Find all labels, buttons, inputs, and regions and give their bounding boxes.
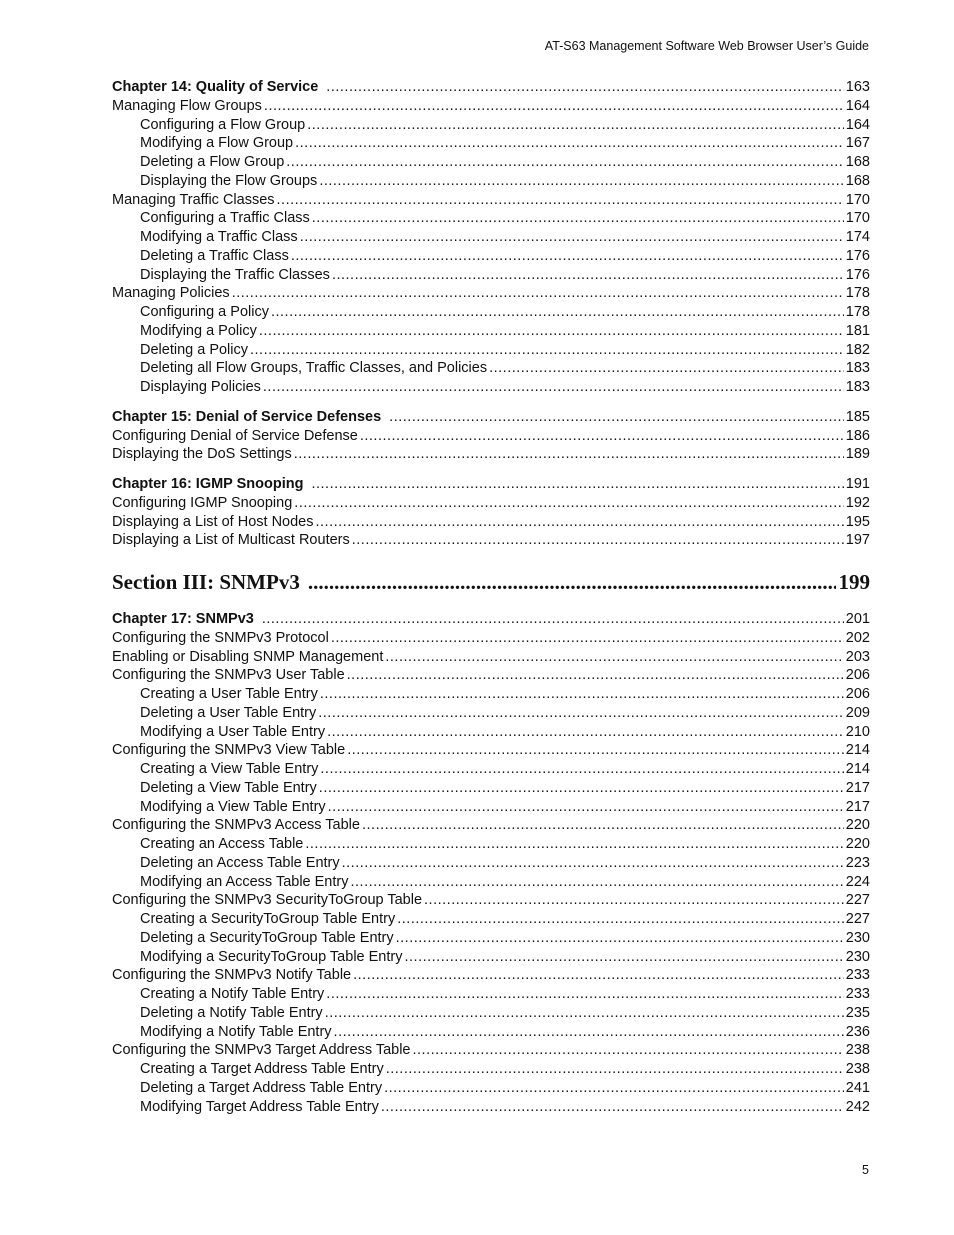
toc-entry-title: Modifying a User Table Entry xyxy=(140,723,326,740)
dot-leader xyxy=(362,817,844,833)
dot-leader xyxy=(489,360,844,376)
toc-entry-page: 170 xyxy=(845,210,870,227)
toc-entry-page: 164 xyxy=(845,116,870,133)
dot-leader xyxy=(318,705,844,721)
toc-entry-page: 170 xyxy=(845,191,870,208)
dot-leader xyxy=(320,686,844,702)
toc-entry-title: Deleting all Flow Groups, Traffic Classes, and Policies xyxy=(140,360,488,377)
dot-leader xyxy=(311,476,843,492)
toc-entry-title: Creating a User Table Entry xyxy=(140,686,318,702)
toc-entry-title: Configuring the SNMPv3 Access Table xyxy=(112,817,360,834)
toc-entry[interactable] xyxy=(112,342,870,361)
dot-leader xyxy=(250,342,844,358)
toc-entry-page: 220 xyxy=(845,836,870,852)
toc-chapter-entry[interactable] xyxy=(112,476,870,495)
toc-entry-page: 178 xyxy=(845,304,870,320)
toc-chapter-14 xyxy=(112,79,870,398)
dot-leader xyxy=(347,667,844,683)
dot-leader xyxy=(396,930,844,946)
toc-entry-title: Enabling or Disabling SNMP Management xyxy=(112,648,384,665)
toc-entry-page: 201 xyxy=(845,611,870,627)
toc-entry-title: Modifying a Traffic Class xyxy=(140,229,298,245)
toc-section-title: Section III: SNMPv3 xyxy=(112,570,300,594)
dot-leader xyxy=(325,1005,844,1021)
toc-entry-title: Deleting a View Table Entry xyxy=(140,779,317,796)
toc-entry-title: Managing Policies xyxy=(112,285,230,302)
toc-entry[interactable] xyxy=(112,780,870,799)
toc-entry[interactable] xyxy=(112,135,870,154)
toc-entry[interactable] xyxy=(112,285,870,304)
toc-entry-page: 209 xyxy=(845,704,870,721)
toc-entry-page: 185 xyxy=(845,408,870,425)
dot-leader xyxy=(360,428,844,444)
toc-entry-page: 183 xyxy=(845,360,870,377)
toc-entry-page: 241 xyxy=(845,1079,870,1096)
dot-leader xyxy=(294,446,844,462)
toc-entry[interactable] xyxy=(112,323,870,342)
toc-entry-page: 178 xyxy=(845,285,870,302)
toc-entry-title: Configuring the SNMPv3 User Table xyxy=(112,667,345,684)
toc-entry[interactable] xyxy=(112,949,870,968)
dot-leader xyxy=(320,761,843,777)
toc-entry[interactable] xyxy=(112,1005,870,1024)
toc-entry[interactable] xyxy=(112,304,870,323)
toc-entry[interactable] xyxy=(112,514,870,533)
toc-entry[interactable] xyxy=(112,967,870,986)
table-of-contents xyxy=(112,79,870,1117)
toc-entry-page: 182 xyxy=(845,341,870,358)
dot-leader xyxy=(308,570,836,595)
toc-entry-page: 168 xyxy=(845,172,870,189)
dot-leader xyxy=(312,210,844,226)
toc-entry[interactable] xyxy=(112,360,870,379)
toc-entry-page: 238 xyxy=(845,1061,870,1077)
toc-entry-page: 224 xyxy=(845,873,870,890)
dot-leader xyxy=(319,780,844,796)
dot-leader xyxy=(232,285,844,301)
toc-entry[interactable] xyxy=(112,229,870,248)
toc-entry-title: Chapter 14: Quality of Service xyxy=(112,79,319,95)
dot-leader xyxy=(291,248,844,264)
toc-entry-page: 163 xyxy=(845,79,870,95)
dot-leader xyxy=(386,1061,844,1077)
toc-entry[interactable] xyxy=(112,248,870,267)
toc-entry-page: 195 xyxy=(845,513,870,530)
toc-entry-page: 186 xyxy=(845,427,870,444)
toc-chapter-entry[interactable] xyxy=(112,409,870,428)
dot-leader xyxy=(350,874,843,890)
toc-entry[interactable] xyxy=(112,799,870,818)
toc-entry-page: 227 xyxy=(845,892,870,909)
page-number: 5 xyxy=(862,1163,869,1177)
toc-entry[interactable] xyxy=(112,117,870,136)
toc-entry[interactable] xyxy=(112,154,870,173)
toc-entry-title: Modifying a Flow Group xyxy=(140,135,294,152)
toc-entry[interactable] xyxy=(112,630,870,649)
toc-entry-page: 210 xyxy=(845,723,870,740)
toc-entry[interactable] xyxy=(112,1042,870,1061)
toc-entry-page: 174 xyxy=(845,229,870,245)
dot-leader xyxy=(262,611,844,627)
toc-entry-title: Deleting a Target Address Table Entry xyxy=(140,1079,383,1096)
toc-entry-title: Configuring Denial of Service Defense xyxy=(112,427,358,444)
toc-entry-page: 230 xyxy=(845,929,870,946)
toc-entry-page: 176 xyxy=(845,266,870,283)
toc-entry-title: Deleting a Traffic Class xyxy=(140,247,289,264)
toc-entry[interactable] xyxy=(112,649,870,668)
toc-entry[interactable] xyxy=(112,192,870,211)
toc-entry[interactable] xyxy=(112,428,870,447)
toc-entry-page: 176 xyxy=(845,247,870,264)
toc-entry-page: 238 xyxy=(845,1042,870,1059)
toc-entry[interactable] xyxy=(112,173,870,192)
dot-leader xyxy=(263,379,844,395)
toc-entry-page: 203 xyxy=(845,648,870,665)
toc-entry-page: 183 xyxy=(845,379,870,395)
toc-entry-page: 168 xyxy=(845,154,870,170)
dot-leader xyxy=(334,1024,844,1040)
toc-entry[interactable] xyxy=(112,742,870,761)
toc-entry-title: Deleting a SecurityToGroup Table Entry xyxy=(140,929,394,946)
toc-entry-page: 235 xyxy=(845,1004,870,1021)
toc-entry-title: Deleting a User Table Entry xyxy=(140,704,317,721)
toc-entry[interactable] xyxy=(112,210,870,229)
dot-leader xyxy=(295,135,844,151)
dot-leader xyxy=(277,192,844,208)
toc-entry-title: Displaying the Traffic Classes xyxy=(140,266,330,283)
dot-leader xyxy=(294,495,844,511)
toc-entry-title: Modifying a View Table Entry xyxy=(140,798,326,815)
toc-chapter-entry[interactable] xyxy=(112,79,870,98)
toc-entry-page: 192 xyxy=(845,494,870,511)
toc-entry-title: Deleting an Access Table Entry xyxy=(140,854,340,871)
toc-entry[interactable] xyxy=(112,267,870,286)
toc-entry-title: Creating a SecurityToGroup Table Entry xyxy=(140,911,396,927)
toc-entry-page: 223 xyxy=(845,854,870,871)
toc-entry[interactable] xyxy=(112,911,870,930)
toc-entry-title: Modifying Target Address Table Entry xyxy=(140,1098,379,1115)
dot-leader xyxy=(342,855,844,871)
toc-entry-title: Displaying a List of Multicast Routers xyxy=(112,532,350,549)
toc-entry-page: 242 xyxy=(845,1098,870,1115)
dot-leader xyxy=(327,724,844,740)
toc-entry-title: Configuring the SNMPv3 Target Address Table xyxy=(112,1042,411,1059)
toc-entry[interactable] xyxy=(112,724,870,743)
running-header: AT-S63 Management Software Web Browser User’s Guide xyxy=(544,39,869,53)
dot-leader xyxy=(347,742,844,758)
toc-entry[interactable] xyxy=(112,836,870,855)
dot-leader xyxy=(381,1099,844,1115)
toc-entry[interactable] xyxy=(112,986,870,1005)
dot-leader xyxy=(319,173,843,189)
toc-entry-page: 214 xyxy=(845,761,870,777)
toc-entry[interactable] xyxy=(112,705,870,724)
toc-chapter-entry[interactable] xyxy=(112,611,870,630)
dot-leader xyxy=(326,986,844,1002)
dot-leader xyxy=(424,892,844,908)
toc-entry-page: 220 xyxy=(845,817,870,834)
toc-entry[interactable] xyxy=(112,1080,870,1099)
toc-entry[interactable] xyxy=(112,1024,870,1043)
toc-entry-page: 181 xyxy=(845,322,870,339)
toc-entry-title: Managing Flow Groups xyxy=(112,97,262,114)
toc-entry-title: Creating a View Table Entry xyxy=(140,761,319,777)
toc-entry-page: 217 xyxy=(845,798,870,815)
toc-entry[interactable] xyxy=(112,495,870,514)
dot-leader xyxy=(413,1042,844,1058)
dot-leader xyxy=(316,514,844,530)
toc-entry-title: Chapter 17: SNMPv3 xyxy=(112,611,254,627)
toc-entry-title: Modifying a Policy xyxy=(140,322,257,339)
dot-leader xyxy=(389,409,844,425)
toc-entry-title: Creating a Notify Table Entry xyxy=(140,986,325,1002)
toc-entry-page: 197 xyxy=(845,532,870,549)
toc-chapter-15 xyxy=(112,409,870,465)
dot-leader xyxy=(353,967,844,983)
toc-entry-title: Configuring the SNMPv3 SecurityToGroup Table xyxy=(112,892,423,909)
toc-entry[interactable] xyxy=(112,686,870,705)
toc-entry-page: 214 xyxy=(845,742,870,759)
dot-leader xyxy=(352,532,844,548)
toc-entry-title: Displaying the DoS Settings xyxy=(112,446,292,463)
toc-entry-title: Managing Traffic Classes xyxy=(112,191,275,208)
toc-entry[interactable] xyxy=(112,98,870,117)
toc-section-entry[interactable] xyxy=(112,570,870,600)
toc-entry[interactable] xyxy=(112,667,870,686)
toc-entry[interactable] xyxy=(112,892,870,911)
toc-entry-title: Creating a Target Address Table Entry xyxy=(140,1061,384,1077)
toc-entry[interactable] xyxy=(112,446,870,465)
dot-leader xyxy=(300,229,844,245)
toc-entry[interactable] xyxy=(112,379,870,398)
toc-entry-title: Configuring the SNMPv3 View Table xyxy=(112,742,346,759)
dot-leader xyxy=(305,836,843,852)
toc-entry-page: 217 xyxy=(845,779,870,796)
toc-entry-title: Deleting a Policy xyxy=(140,341,248,358)
toc-entry-page: 202 xyxy=(845,629,870,646)
toc-entry[interactable] xyxy=(112,817,870,836)
toc-entry-title: Deleting a Notify Table Entry xyxy=(140,1004,323,1021)
toc-entry-title: Chapter 16: IGMP Snooping xyxy=(112,476,304,492)
toc-entry-page: 236 xyxy=(845,1023,870,1040)
toc-chapter-16 xyxy=(112,476,870,551)
dot-leader xyxy=(286,154,844,170)
toc-entry-title: Modifying a SecurityToGroup Table Entry xyxy=(140,948,403,965)
dot-leader xyxy=(385,649,843,665)
toc-entry[interactable] xyxy=(112,874,870,893)
dot-leader xyxy=(331,630,844,646)
toc-entry[interactable] xyxy=(112,761,870,780)
dot-leader xyxy=(264,98,844,114)
toc-chapter-17 xyxy=(112,611,870,1117)
dot-leader xyxy=(404,949,843,965)
toc-entry-title: Configuring IGMP Snooping xyxy=(112,494,293,511)
toc-entry-title: Displaying the Flow Groups xyxy=(140,172,318,189)
toc-entry[interactable] xyxy=(112,930,870,949)
toc-entry-title: Chapter 15: Denial of Service Defenses xyxy=(112,408,382,425)
toc-entry-page: 227 xyxy=(845,911,870,927)
toc-entry-title: Displaying a List of Host Nodes xyxy=(112,513,314,530)
toc-entry-page: 206 xyxy=(845,667,870,684)
toc-entry-title: Configuring the SNMPv3 Notify Table xyxy=(112,967,352,984)
toc-entry[interactable] xyxy=(112,1099,870,1118)
dot-leader xyxy=(326,79,844,95)
toc-entry-title: Configuring a Flow Group xyxy=(140,116,306,133)
toc-entry-title: Deleting a Flow Group xyxy=(140,154,285,170)
toc-section-page: 199 xyxy=(838,570,870,594)
dot-leader xyxy=(307,117,844,133)
toc-entry[interactable] xyxy=(112,1061,870,1080)
toc-entry-page: 164 xyxy=(845,97,870,114)
dot-leader xyxy=(259,323,844,339)
toc-entry[interactable] xyxy=(112,532,870,551)
toc-entry-page: 189 xyxy=(845,446,870,463)
dot-leader xyxy=(397,911,844,927)
toc-entry-page: 233 xyxy=(845,986,870,1002)
toc-entry-page: 230 xyxy=(845,948,870,965)
toc-entry-page: 206 xyxy=(845,686,870,702)
toc-entry-title: Modifying a Notify Table Entry xyxy=(140,1023,332,1040)
toc-entry-page: 233 xyxy=(845,967,870,984)
toc-entry-title: Modifying an Access Table Entry xyxy=(140,873,349,890)
dot-leader xyxy=(384,1080,844,1096)
toc-entry-page: 191 xyxy=(845,476,870,492)
toc-entry-page: 167 xyxy=(845,135,870,152)
toc-entry-title: Configuring a Traffic Class xyxy=(140,210,310,227)
toc-entry[interactable] xyxy=(112,855,870,874)
toc-entry-title: Configuring a Policy xyxy=(140,304,269,320)
dot-leader xyxy=(328,799,844,815)
toc-entry-title: Configuring the SNMPv3 Protocol xyxy=(112,629,329,646)
toc-entry-title: Displaying Policies xyxy=(140,379,261,395)
toc-entry-title: Creating an Access Table xyxy=(140,836,304,852)
dot-leader xyxy=(271,304,844,320)
dot-leader xyxy=(332,267,844,283)
